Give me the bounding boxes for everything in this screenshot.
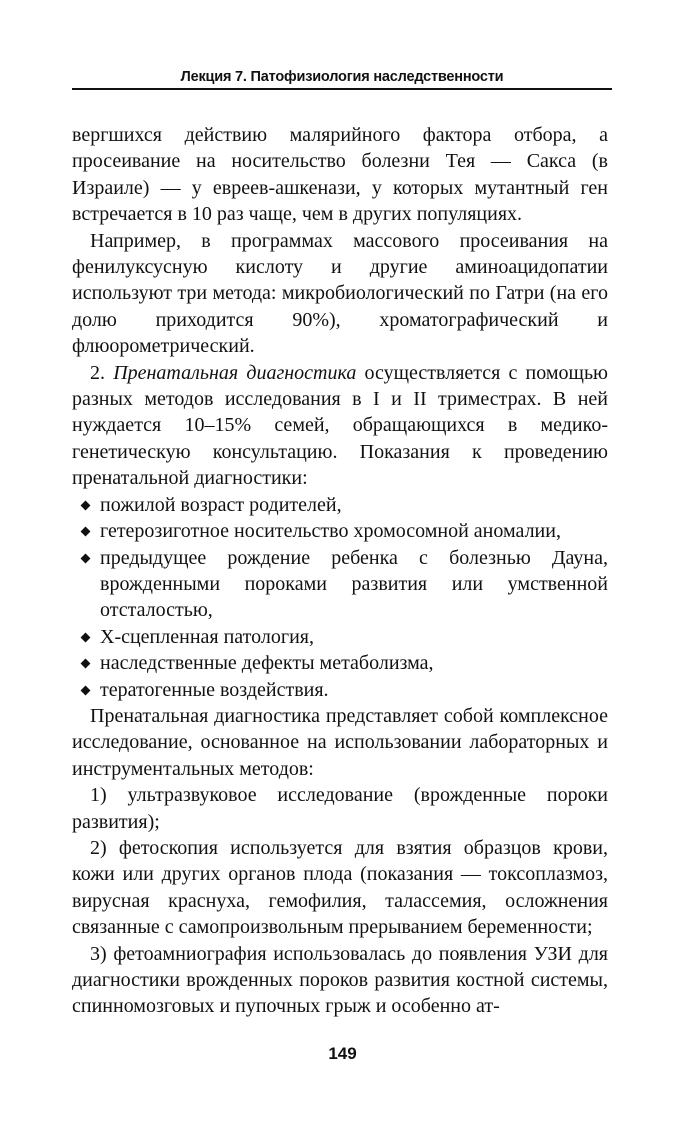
list-item-text: тератогенные воздействия. bbox=[100, 678, 329, 701]
method-fetoamniography: 3) фетоамниография использовалась до появления УЗИ для диагностики врожденных пороков развития костной системы, спинномозговых и пупочных грыж и особенно ат- bbox=[72, 942, 608, 1018]
list-item bbox=[82, 624, 608, 650]
diamond-bullet-icon bbox=[81, 553, 91, 563]
running-header: Лекция 7. Патофизиология наследственности bbox=[180, 69, 504, 85]
method-fetoscopy: 2) фетоскопия используется для взятия образцов крови, кожи или других органов плода (показания — токсоплазмоз, вирусная краснуха, гемофилия, талассемия, осложнения связанные с самопроизвольным прерыванием беременности; bbox=[72, 836, 608, 939]
list-item-text: пожилой возраст родителей, bbox=[100, 493, 342, 516]
diamond-bullet-icon bbox=[81, 632, 91, 642]
list-item bbox=[82, 518, 608, 544]
italic-term: Пренатальная диагностика bbox=[113, 361, 357, 384]
paragraph-continuation: вергшихся действию малярийного фактора отбора, а просеивание на носительство болезни Тея — Сакса (в Израиле) — у евреев-ашкенази, у которых мутантный ген встречается в 10 раз чаще, чем в других популяциях. bbox=[72, 124, 608, 226]
page-number: 149 bbox=[328, 1044, 357, 1063]
diamond-bullet-icon bbox=[81, 527, 91, 537]
list-item bbox=[82, 650, 608, 676]
indications-list bbox=[72, 492, 608, 703]
paragraph-screening-methods: Например, в программах массового просеивания на фенилуксусную кислоту и другие аминоацидопатии используют три метода: микробиологический по Гатри (на его долю приходится 90%), хроматографический и флюорометрический. bbox=[72, 229, 608, 358]
diamond-bullet-icon bbox=[81, 685, 91, 695]
list-item bbox=[82, 677, 608, 703]
paragraph-complex-study: Пренатальная диагностика представляет собой комплексное исследование, основанное на использовании лабораторных и инструментальных методов: bbox=[72, 704, 608, 780]
diamond-bullet-icon bbox=[81, 500, 91, 510]
body-text bbox=[72, 122, 608, 1020]
paragraph-prenatal-diagnosis bbox=[72, 360, 608, 492]
method-ultrasound: 1) ультразвуковое исследование (врожденные пороки развития); bbox=[72, 784, 608, 833]
list-item-text: гетерозиготное носительство хромосомной аномалии, bbox=[100, 520, 561, 543]
list-item-text: наследственные дефекты метаболизма, bbox=[100, 652, 434, 675]
list-item-text: Х-сцепленная патология, bbox=[100, 625, 314, 648]
list-item bbox=[82, 492, 608, 518]
paragraph-text: осуществляется с помощью разных методов исследования в I и II триместрах. В ней нуждается 10–15% семей, обращающихся в медико-генетическую консультацию. Показания к проведению пренатальной диагностики: bbox=[72, 361, 609, 490]
section-number: 2. bbox=[90, 361, 114, 384]
list-item-text: предыдущее рождение ребенка с болезнью Дауна, врожденными пороками развития или умственной отсталостью, bbox=[100, 546, 608, 622]
header-rule bbox=[72, 88, 612, 90]
list-item bbox=[82, 545, 608, 624]
diamond-bullet-icon bbox=[81, 659, 91, 669]
